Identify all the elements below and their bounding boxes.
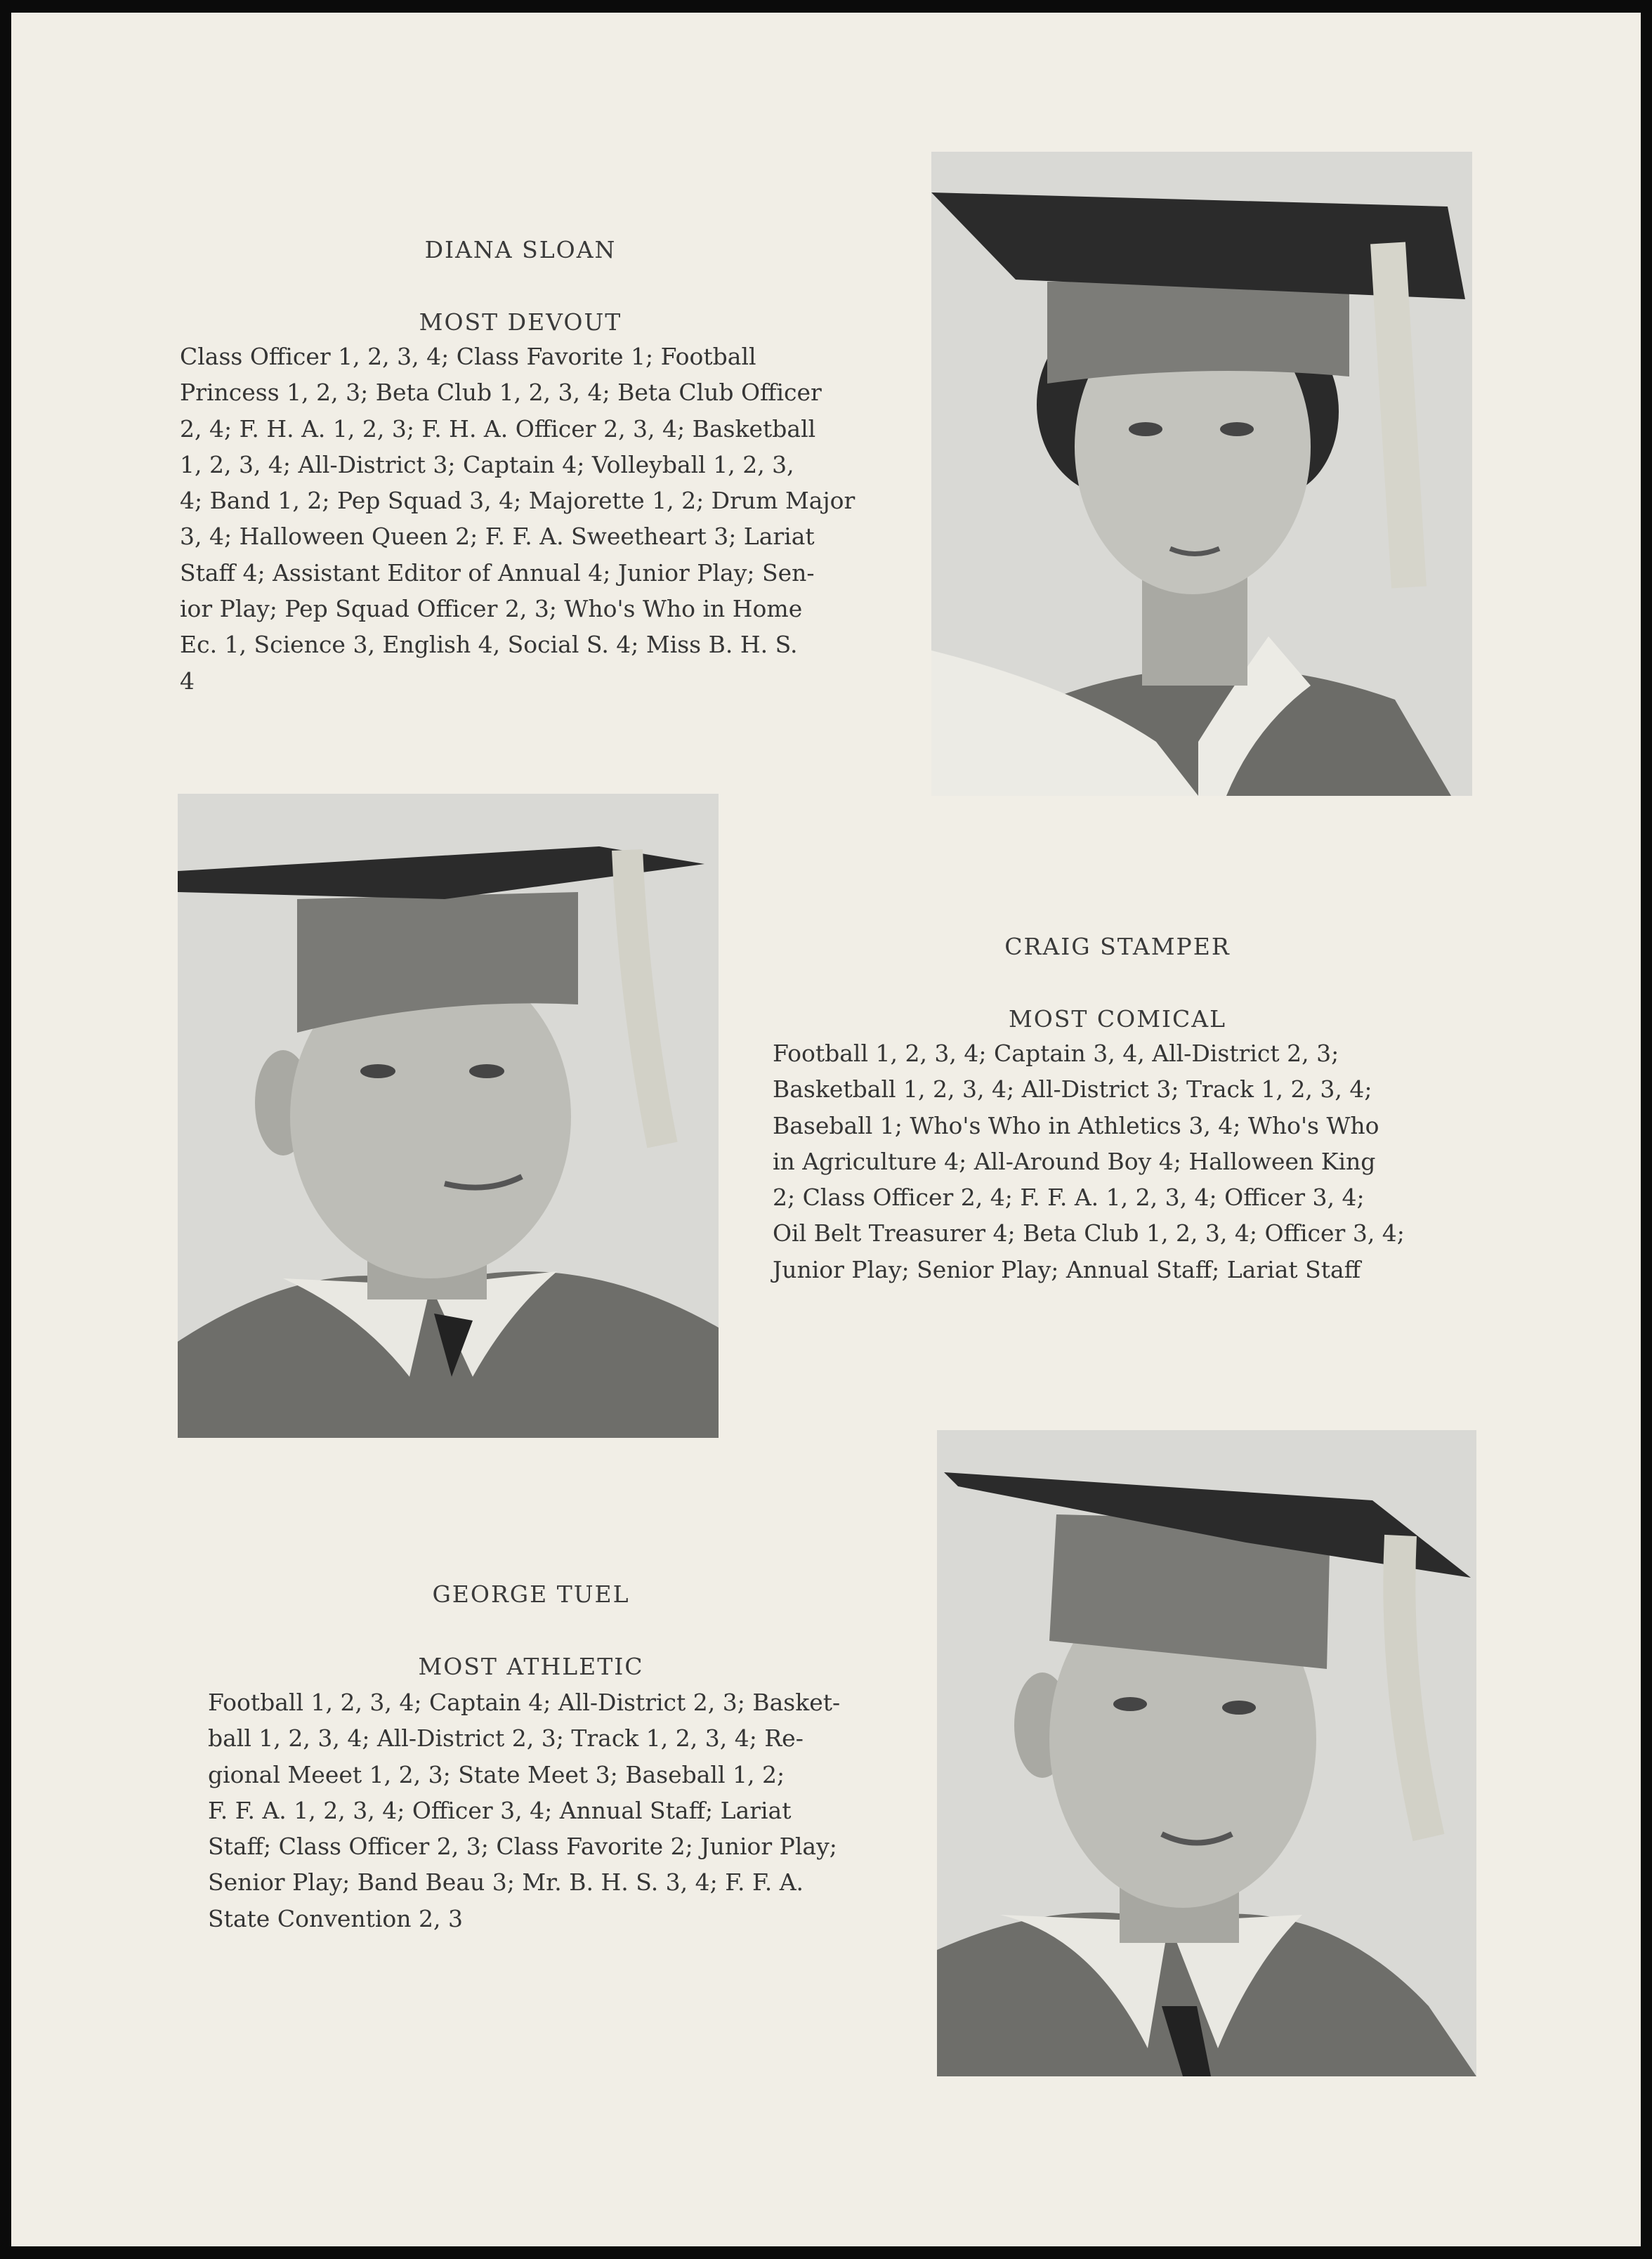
student-bio <box>180 339 910 699</box>
bio-line: Junior Play; Senior Play; Annual Staff; Lariat Staff <box>773 1255 1361 1283</box>
bio-line: in Agriculture 4; All-Around Boy 4; Halloween King <box>773 1147 1376 1175</box>
student-bio <box>773 1035 1489 1288</box>
portrait-illustration <box>178 794 719 1438</box>
bio-line: Class Officer 1, 2, 3, 4; Class Favorite 1; Football <box>180 343 756 370</box>
bio-line: State Convention 2, 3 <box>208 1904 464 1932</box>
portrait-illustration <box>937 1430 1476 2076</box>
bio-line: 4; Band 1, 2; Pep Squad 3, 4; Majorette 1, 2; Drum Major <box>180 487 855 515</box>
bio-line: 3, 4; Halloween Queen 2; F. F. A. Sweetheart 3; Lariat <box>180 523 815 551</box>
bio-line: Football 1, 2, 3, 4; Captain 4; All-District 2, 3; Basket- <box>208 1689 841 1716</box>
yearbook-page <box>11 13 1641 2246</box>
student-name: CRAIG STAMPER <box>1004 933 1231 960</box>
bio-line: ball 1, 2, 3, 4; All-District 2, 3; Track 1, 2, 3, 4; Re- <box>208 1724 804 1753</box>
bio-line: ior Play; Pep Squad Officer 2, 3; Who's Who in Home <box>180 595 803 623</box>
portrait-illustration <box>931 152 1472 796</box>
portrait-photo <box>178 794 719 1438</box>
bio-line: Baseball 1; Who's Who in Athletics 3, 4; Who's Who <box>773 1111 1379 1139</box>
superlative-title: MOST ATHLETIC <box>418 1653 644 1680</box>
bio-line: 2; Class Officer 2, 4; F. F. A. 1, 2, 3, 4; Officer 3, 4; <box>773 1184 1365 1212</box>
bio-line: Ec. 1, Science 3, English 4, Social S. 4; Miss B. H. S. <box>180 631 798 659</box>
student-name: DIANA SLOAN <box>424 236 617 263</box>
bio-line: 2, 4; F. H. A. 1, 2, 3; F. H. A. Officer 2, 3, 4; Basketball <box>180 414 816 443</box>
portrait-photo <box>937 1430 1476 2076</box>
bio-line: Staff; Class Officer 2, 3; Class Favorite 2; Junior Play; <box>208 1833 837 1861</box>
bio-line: 4 <box>180 667 195 695</box>
bio-line: 1, 2, 3, 4; All-District 3; Captain 4; Volleyball 1, 2, 3, <box>180 450 794 478</box>
student-bio <box>208 1684 938 1937</box>
bio-line: Football 1, 2, 3, 4; Captain 3, 4, All-District 2, 3; <box>773 1040 1339 1067</box>
bio-line: F. F. A. 1, 2, 3, 4; Officer 3, 4; Annual Staff; Lariat <box>208 1796 792 1824</box>
bio-line: gional Meeet 1, 2, 3; State Meet 3; Baseball 1, 2; <box>208 1760 785 1788</box>
bio-line: Oil Belt Treasurer 4; Beta Club 1, 2, 3, 4; Officer 3, 4; <box>773 1219 1405 1248</box>
bio-line: Princess 1, 2, 3; Beta Club 1, 2, 3, 4; Beta Club Officer <box>180 379 822 407</box>
superlative-title: MOST DEVOUT <box>419 308 622 336</box>
portrait-photo <box>931 152 1472 796</box>
bio-line: Staff 4; Assistant Editor of Annual 4; Junior Play; Sen- <box>180 558 815 587</box>
student-name: GEORGE TUEL <box>432 1580 630 1608</box>
bio-line: Senior Play; Band Beau 3; Mr. B. H. S. 3, 4; F. F. A. <box>208 1868 804 1897</box>
bio-line: Basketball 1, 2, 3, 4; All-District 3; Track 1, 2, 3, 4; <box>773 1075 1372 1104</box>
superlative-title: MOST COMICAL <box>1008 1005 1227 1033</box>
